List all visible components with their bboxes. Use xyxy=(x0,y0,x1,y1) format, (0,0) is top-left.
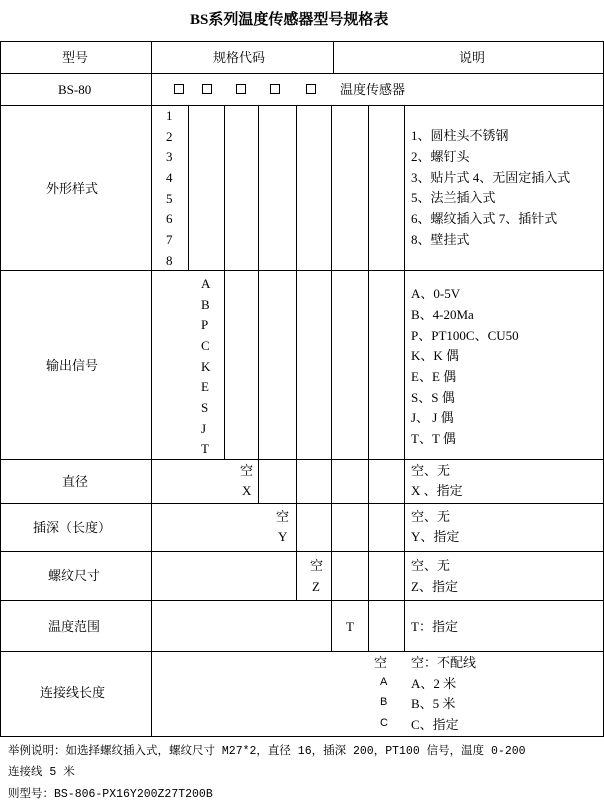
cable-desc: 空：不配线 xyxy=(411,655,477,670)
row-label-temp: 温度范围 xyxy=(48,619,101,634)
shape-code: 4 xyxy=(166,170,173,185)
shape-code: 6 xyxy=(166,211,173,226)
shape-code: 3 xyxy=(166,149,173,164)
depth-code: 空 xyxy=(276,509,290,524)
signal-code: T xyxy=(201,441,209,456)
row-label-depth: 插深（长度） xyxy=(33,520,112,535)
header-model: 型号 xyxy=(62,50,89,65)
signal-code: K xyxy=(201,359,211,374)
signal-code: A xyxy=(201,276,211,291)
depth-desc: Y、指定 xyxy=(411,529,460,544)
code-slot-box xyxy=(202,84,212,94)
signal-code: E xyxy=(201,379,209,394)
diameter-desc: 空、无 xyxy=(411,463,451,478)
row-label-signal: 输出信号 xyxy=(46,358,99,373)
shape-desc: 8、壁挂式 xyxy=(411,232,470,247)
cable-desc: B、5 米 xyxy=(411,696,456,711)
thread-desc: 空、无 xyxy=(411,558,451,573)
code-slot-box xyxy=(236,84,246,94)
shape-code: 8 xyxy=(166,253,173,268)
signal-desc: T、T 偶 xyxy=(411,431,456,446)
diameter-desc: X 、指定 xyxy=(411,483,463,498)
shape-desc: 5、法兰插入式 xyxy=(411,190,496,205)
diameter-code: 空 xyxy=(240,463,254,478)
cable-code: 空 xyxy=(374,655,388,670)
shape-desc: 1、圆柱头不锈钢 xyxy=(411,128,509,143)
temp-desc: T：指定 xyxy=(411,619,458,634)
table-title: BS系列温度传感器型号规格表 xyxy=(190,12,389,28)
header-desc: 说明 xyxy=(459,50,486,65)
example-note: 举例说明：如选择螺纹插入式，螺纹尺寸 M27*2，直径 16，插深 200，PT100 信号，温度 0-200 xyxy=(8,745,526,758)
thread-desc: Z、指定 xyxy=(411,579,458,594)
thread-code: 空 xyxy=(310,558,324,573)
code-slot-box xyxy=(270,84,280,94)
row-label-cable: 连接线长度 xyxy=(40,685,106,700)
row-label-thread: 螺纹尺寸 xyxy=(48,568,101,583)
header-code: 规格代码 xyxy=(213,50,266,65)
base-model: BS-80 xyxy=(58,82,92,97)
thread-code: Z xyxy=(312,579,320,594)
signal-desc: J、 J 偶 xyxy=(411,410,454,425)
signal-desc: K、K 偶 xyxy=(411,348,460,363)
cable-code: C xyxy=(380,717,388,729)
signal-desc: A、0-5V xyxy=(411,286,461,301)
depth-desc: 空、无 xyxy=(411,509,451,524)
temp-code: T xyxy=(346,619,354,634)
signal-code: B xyxy=(201,297,210,312)
diameter-code: X xyxy=(242,483,252,498)
shape-code: 7 xyxy=(166,232,173,247)
shape-code: 5 xyxy=(166,191,173,206)
shape-desc: 2、螺钉头 xyxy=(411,149,470,164)
shape-desc: 6、螺纹插入式 7、插针式 xyxy=(411,211,558,226)
cable-desc: A、2 米 xyxy=(411,676,457,691)
cable-desc: C、指定 xyxy=(411,717,459,732)
signal-code: C xyxy=(201,338,210,353)
signal-code: P xyxy=(201,317,209,332)
row-label-shape: 外形样式 xyxy=(46,181,99,196)
shape-desc: 3、贴片式 4、无固定插入式 xyxy=(411,170,571,185)
shape-code: 1 xyxy=(166,108,173,123)
base-desc: 温度传感器 xyxy=(340,82,406,97)
code-slot-box xyxy=(306,84,316,94)
signal-desc: P、PT100C、CU50 xyxy=(411,328,519,343)
signal-code: J xyxy=(201,421,207,436)
signal-desc: B、4-20Ma xyxy=(411,307,474,322)
shape-code: 2 xyxy=(166,129,173,144)
signal-desc: S、S 偶 xyxy=(411,390,455,405)
example-model: 则型号：BS-806-PX16Y200Z27T200B xyxy=(8,788,213,801)
example-note-cable: 连接线 5 米 xyxy=(8,766,75,779)
cable-code: B xyxy=(380,696,388,708)
code-slot-box xyxy=(174,84,184,94)
cable-code: A xyxy=(380,676,388,688)
signal-code: S xyxy=(201,400,209,415)
row-label-diameter: 直径 xyxy=(62,474,89,489)
signal-desc: E、E 偶 xyxy=(411,369,457,384)
depth-code: Y xyxy=(278,529,288,544)
